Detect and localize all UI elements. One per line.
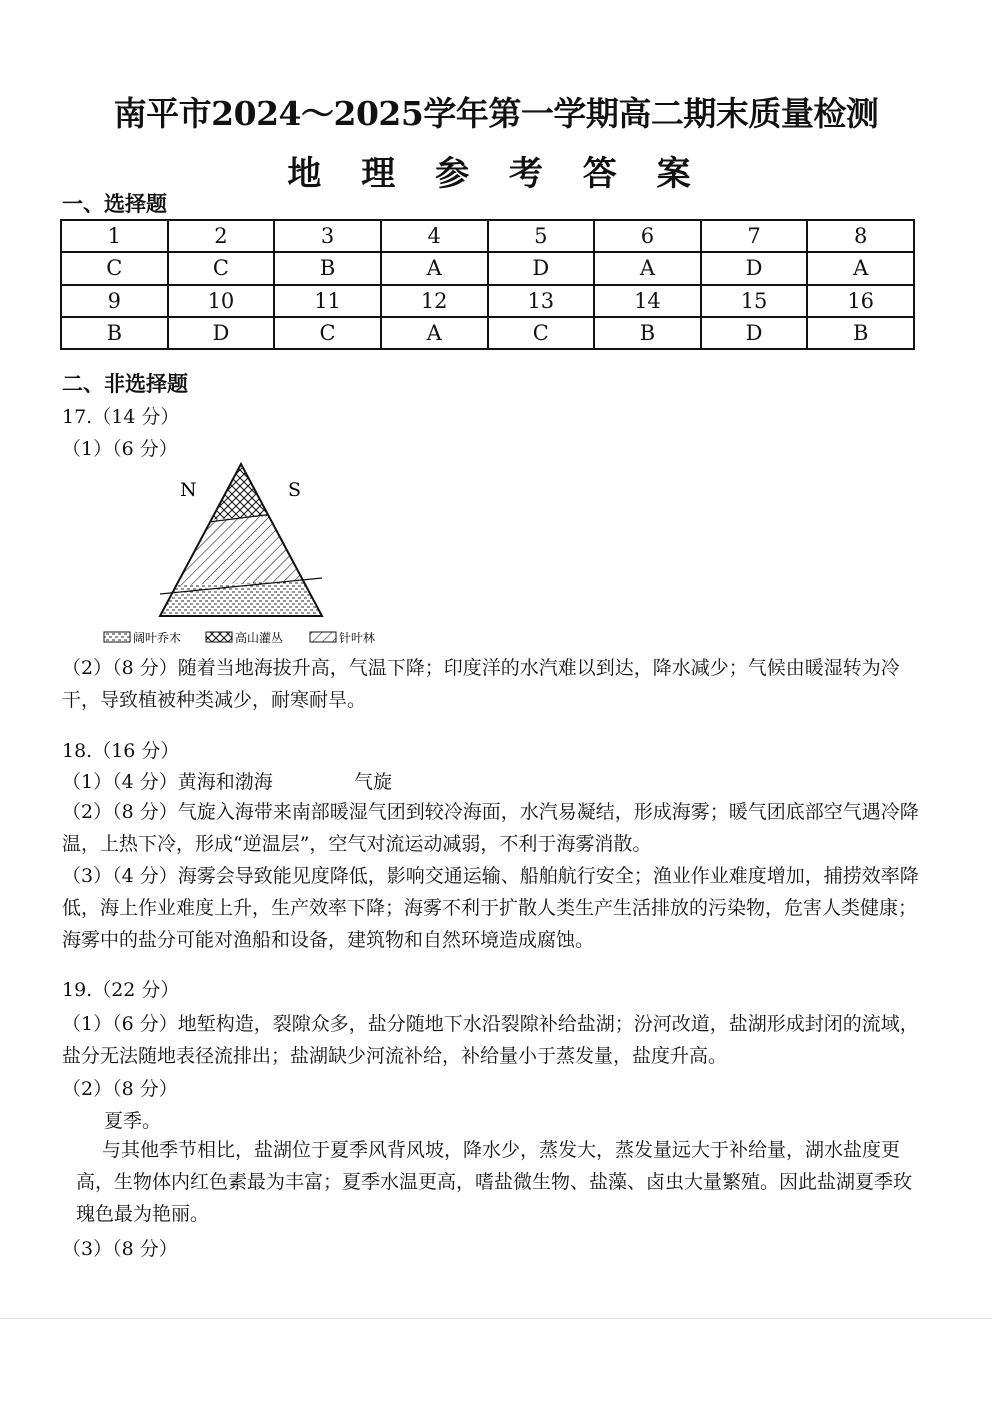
table-cell: D — [168, 317, 275, 349]
table-cell: C — [274, 317, 381, 349]
table-cell: 3 — [274, 220, 381, 252]
legend-swatch-conifer — [310, 632, 336, 642]
table-cell: 1 — [61, 220, 168, 252]
table-cell: 14 — [594, 285, 701, 317]
table-cell: 2 — [168, 220, 275, 252]
q18-part1-answer: 气旋 — [354, 771, 393, 793]
north-label: N — [180, 479, 197, 501]
table-cell: 4 — [381, 220, 488, 252]
table-cell: 15 — [701, 285, 808, 317]
q19-part1-answer: （1）（6 分）地堑构造，裂隙众多，盐分随地下水沿裂隙补给盐湖；汾河改道，盐湖形成封闭的流域，盐分无法随地表径流排出；盐湖缺少河流补给，补给量小于蒸发量，盐度升高。 — [62, 1013, 919, 1067]
table-cell: D — [488, 252, 595, 284]
legend-label-broadleaf: 阔叶乔木 — [133, 631, 182, 645]
q18-part3-answer: （3）（4 分）海雾会导致能见度降低，影响交通运输、船舶航行安全；渔业作业难度增加，捕捞效率降低，海上作业难度上升，生产效率下降；海雾不利于扩散人类生产生活排放的污染物，危害人类健康；海雾中的盐分可能对渔船和设备，建筑物和自然环境造成腐蚀。 — [62, 865, 919, 951]
table-cell: 10 — [168, 285, 275, 317]
south-label: S — [288, 479, 302, 501]
q19-header: 19.（22 分） — [62, 979, 180, 1001]
q17-part2-answer: （2）（8 分）随着当地海拔升高，气温下降；印度洋的水汽难以到达，降水减少；气候由暖湿转为冷干，导致植被种类减少，耐寒耐旱。 — [62, 657, 900, 711]
table-cell: 16 — [807, 285, 914, 317]
table-cell: 5 — [488, 220, 595, 252]
table-cell: 8 — [807, 220, 914, 252]
table-cell: C — [488, 317, 595, 349]
legend-label-shrub: 高山灌丛 — [235, 631, 284, 645]
section2-heading: 二、非选择题 — [62, 371, 188, 396]
q19-part2-season: 夏季。 — [104, 1110, 162, 1132]
table-row — [61, 220, 914, 252]
page-subtitle: 地 理 参 考 答 案 — [287, 154, 705, 194]
vegetation-zone-diagram — [100, 458, 440, 650]
table-cell: 9 — [61, 285, 168, 317]
table-cell: 7 — [701, 220, 808, 252]
table-cell: A — [381, 317, 488, 349]
answer-table — [60, 219, 915, 350]
table-cell: B — [274, 252, 381, 284]
legend-label-conifer: 针叶林 — [339, 631, 376, 645]
legend-swatch-shrub — [206, 632, 232, 642]
q18-part2-answer: （2）（8 分）气旋入海带来南部暖湿气团到较冷海面，水汽易凝结，形成海雾；暖气团底部空气遇冷降温，上热下冷，形成“逆温层”，空气对流运动减弱，不利于海雾消散。 — [62, 801, 919, 855]
table-cell: C — [168, 252, 275, 284]
alpine-shrub-zone — [100, 458, 440, 526]
q19-part2-answer: 与其他季节相比，盐湖位于夏季风背风坡，降水少，蒸发大，蒸发量远大于补给量，湖水盐度更高，生物体内红色素最为丰富；夏季水温更高，嗜盐微生物、盐藻、卤虫大量繁殖。因此盐湖夏季玫瑰色最为艳丽。 — [76, 1139, 913, 1225]
table-cell: A — [807, 252, 914, 284]
table-cell: D — [701, 252, 808, 284]
table-cell: D — [701, 317, 808, 349]
q19-part2-label: （2）（8 分） — [62, 1078, 178, 1100]
table-cell: B — [807, 317, 914, 349]
q19-part3-label: （3）（8 分） — [62, 1238, 178, 1260]
table-cell: B — [61, 317, 168, 349]
table-row — [61, 285, 914, 317]
table-cell: 13 — [488, 285, 595, 317]
q18-header: 18.（16 分） — [62, 740, 180, 762]
page-title: 南平市2024～2025学年第一学期高二期末质量检测 — [113, 94, 879, 133]
q17-part1-label: （1）（6 分） — [62, 438, 178, 460]
table-cell: 11 — [274, 285, 381, 317]
table-cell: A — [381, 252, 488, 284]
legend-swatch-broadleaf — [104, 632, 130, 642]
table-row — [61, 317, 914, 349]
q17-header: 17.（14 分） — [62, 406, 180, 428]
q18-part1-label: （1）（4 分）黄海和渤海 — [62, 771, 273, 793]
page-divider — [0, 1318, 992, 1319]
table-cell: A — [594, 252, 701, 284]
table-cell: C — [61, 252, 168, 284]
table-cell: B — [594, 317, 701, 349]
table-cell: 6 — [594, 220, 701, 252]
section1-heading: 一、选择题 — [62, 191, 167, 216]
table-cell: 12 — [381, 285, 488, 317]
table-row — [61, 252, 914, 284]
